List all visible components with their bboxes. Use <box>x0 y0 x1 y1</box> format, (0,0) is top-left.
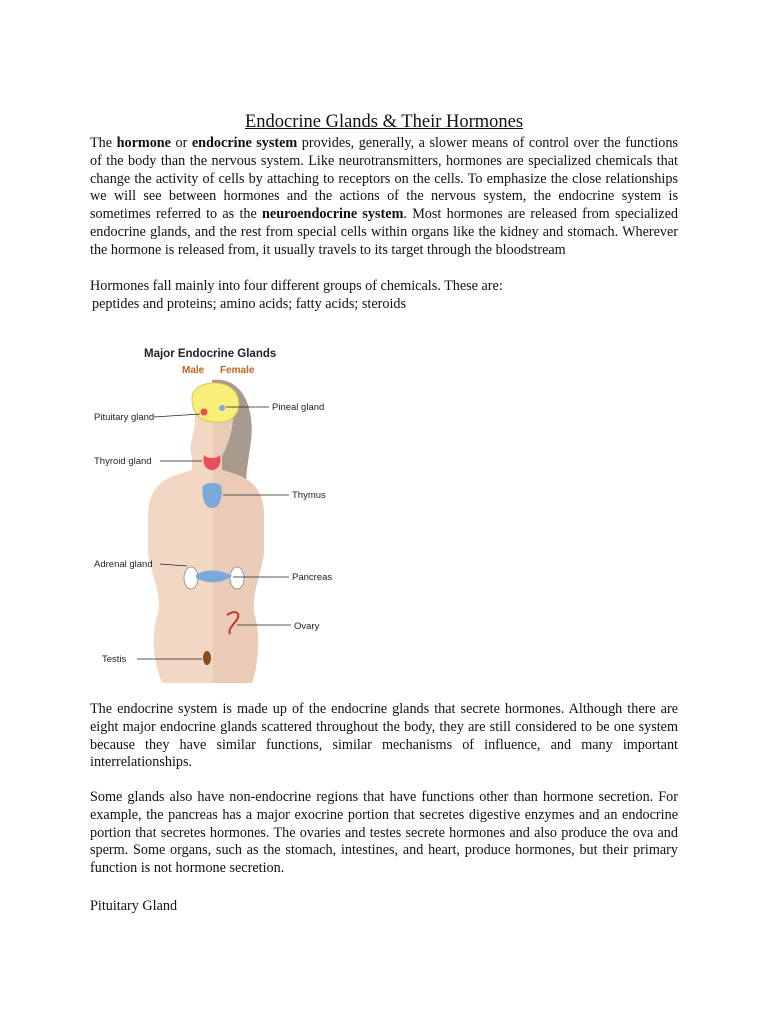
endocrine-system-paragraph: The endocrine system is made up of the endocrine glands that secrete hormones. Although there are eight major endocrine glands scattered throughout the body, they are still considered to be one system because they have similar functions, similar mechanisms of influence, and many important interrelationships. <box>90 701 678 771</box>
label-adrenal-gland: Adrenal gland <box>94 559 153 570</box>
bold-term-neuroendocrine-system: neuroendocrine system <box>262 206 404 223</box>
pituitary-shape <box>201 409 208 416</box>
figure-title: Major Endocrine Glands <box>144 348 277 360</box>
text-run: . Most hormones are released from specialized endocrine glands, and the rest from special cells within organs like the kidney and stomach. Wherever the hormone is released from, it usually travels to its target through the bloodstream <box>90 206 678 258</box>
hormone-groups-list: peptides and proteins; amino acids; fatty acids; steroids <box>92 296 407 312</box>
endocrine-glands-figure <box>92 338 392 688</box>
intro-paragraph <box>90 135 678 260</box>
label-pineal-gland: Pineal gland <box>272 402 325 413</box>
figure-label-male: Male <box>182 365 205 376</box>
section-heading-pituitary: Pituitary Gland <box>90 898 178 914</box>
label-testis: Testis <box>102 654 127 665</box>
page-title: Endocrine Glands & Their Hormones <box>244 112 524 132</box>
non-endocrine-regions-paragraph: Some glands also have non-endocrine regions that have functions other than hormone secretion. For example, the pancreas has a major exocrine portion that secretes digestive enzymes and an endocrine portion that secretes hormones. The ovaries and testes secrete hormones and also produce the ova and sperm. Some organs, such as the stomach, intestines, and heart, produce hormones, but their primary function is not hormone secretion. <box>90 789 678 877</box>
text-run: or <box>170 135 192 151</box>
label-thymus: Thymus <box>292 490 326 501</box>
hormone-groups-intro: Hormones fall mainly into four different groups of chemicals. These are: <box>90 278 503 294</box>
pineal-shape <box>219 405 225 411</box>
pointer-line <box>154 414 200 417</box>
label-ovary: Ovary <box>294 621 320 632</box>
bold-term-hormone: hormone <box>116 135 171 151</box>
figure-label-female: Female <box>220 365 255 376</box>
kidney-right-shape <box>230 567 244 589</box>
label-thyroid-gland: Thyroid gland <box>94 456 152 467</box>
brain-shape <box>192 383 239 422</box>
testis-shape <box>203 651 211 665</box>
text-run: The <box>90 135 117 151</box>
bold-term-endocrine-system: endocrine system <box>191 135 298 151</box>
label-pancreas: Pancreas <box>292 572 333 583</box>
kidney-left-shape <box>184 567 198 589</box>
text-run: provides, generally, a slower means of control over the functions of the body than the nervous system. Like neurotransmitters, hormones are specialized chemicals that change the activity of cells by attaching to receptors on the cells. To emphasize the close relationships we will see between hormones and the actions of the nervous system, the endocrine system is sometimes referred to as the <box>90 135 679 223</box>
label-pituitary-gland: Pituitary gland <box>94 412 155 423</box>
